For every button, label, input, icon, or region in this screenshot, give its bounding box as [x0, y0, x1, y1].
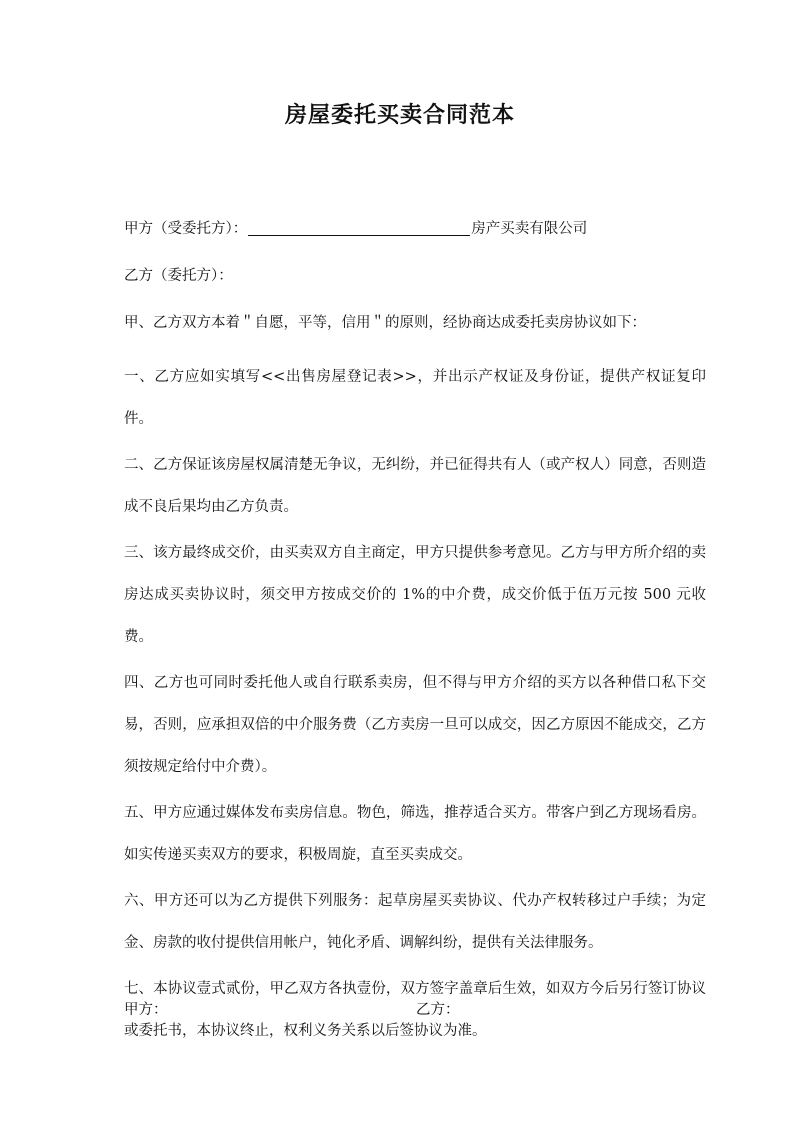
- signature-block: [124, 998, 684, 1022]
- signature-party-b: 乙方：: [416, 1002, 460, 1018]
- clause-5: 五、甲方应通过媒体发布卖房信息。物色，筛选，推荐适合买方。带客户到乙方现场看房。如实传递买卖双方的要求，积极周旋，直至买卖成交。: [124, 805, 706, 863]
- signature-party-a: 甲方：: [124, 1002, 168, 1018]
- party-b-line: 乙方（委托方）：: [124, 268, 233, 284]
- party-a-company: 房产买卖有限公司: [471, 221, 588, 237]
- clause-7: 七、本协议壹式贰份，甲乙双方各执壹份，双方签字盖章后生效，如双方今后另行签订协议或委托书，本协议终止，权利义务关系以后签协议为准。: [124, 981, 706, 1039]
- document-body: [124, 215, 706, 1056]
- party-a-blank-line: [248, 219, 470, 236]
- party-a-label: 甲方（受委托方）：: [124, 221, 248, 237]
- clause-1: 一、乙方应如实填写<<出售房屋登记表>>，并出示产权证及身份证，提供产权证复印件。: [124, 369, 706, 427]
- intro-paragraph: 甲、乙方双方本着＂自愿，平等，信用＂的原则，经协商达成委托卖房协议如下：: [124, 315, 646, 331]
- party-a-line: [124, 215, 706, 243]
- document-title: 房屋委托买卖合同范本: [284, 102, 515, 128]
- clause-4: 四、乙方也可同时委托他人或自行联系卖房，但不得与甲方介绍的买方以各种借口私下交易，否则，应承担双倍的中介服务费（乙方卖房一旦可以成交，因乙方原因不能成交，乙方须按规定给付中介费）。: [124, 675, 706, 775]
- clause-6: 六、甲方还可以为乙方提供下列服务：起草房屋买卖协议、代办产权转移过户手续；为定金、房款的收付提供信用帐户，钝化矛盾、调解纠纷，提供有关法律服务。: [124, 893, 706, 951]
- clause-2: 二、乙方保证该房屋权属清楚无争议，无纠纷，并已征得共有人（或产权人）同意，否则造成不良后果均由乙方负责。: [124, 457, 706, 515]
- clause-3: 三、该方最终成交价，由买卖双方自主商定，甲方只提供参考意见。乙方与甲方所介绍的卖房达成买卖协议时，须交甲方按成交价的 1%的中介费，成交价低于伍万元按 500 元收费。: [124, 545, 706, 645]
